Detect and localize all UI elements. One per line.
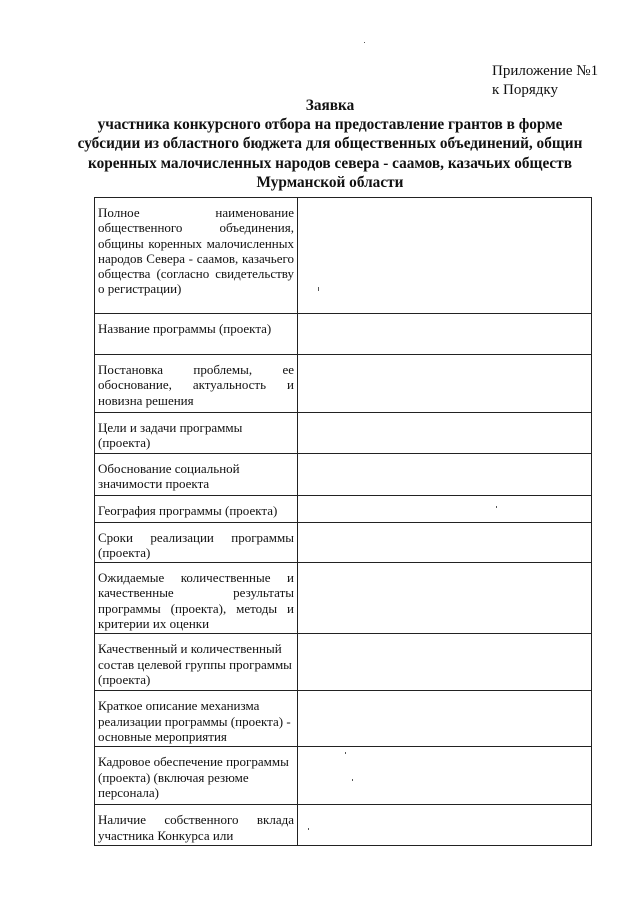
table-row	[95, 453, 592, 495]
appendix-number: Приложение №1	[492, 63, 599, 79]
row-value-timeframe[interactable]	[298, 522, 592, 563]
table-row	[95, 314, 592, 355]
row-value-staffing[interactable]	[298, 747, 592, 805]
row-value-expected-results[interactable]	[298, 563, 592, 634]
row-label-timeframe: Сроки реализации программы (проекта)	[95, 522, 298, 563]
row-value-full-name[interactable]	[298, 198, 592, 314]
row-value-geography[interactable]	[298, 495, 592, 522]
row-label-social-significance: Обоснование социальной значимости проекта	[95, 453, 298, 495]
row-value-problem[interactable]	[298, 355, 592, 413]
scan-speck	[352, 779, 353, 781]
row-value-mechanism[interactable]	[298, 691, 592, 747]
row-label-problem: Постановка проблемы, ее обоснование, актуальность и новизна решения	[95, 355, 298, 413]
row-label-expected-results: Ожидаемые количественные и качественные результаты программы (проекта), методы и критерии их оценки	[95, 563, 298, 634]
document-title	[40, 96, 620, 192]
table-row	[95, 522, 592, 563]
appendix-reference	[492, 62, 598, 100]
title-line-1: Заявка	[305, 97, 355, 114]
row-value-social-significance[interactable]	[298, 453, 592, 495]
table-row	[95, 413, 592, 454]
title-line-5: Мурманской области	[256, 173, 404, 191]
row-label-full-name: Полное наименование общественного объединения, общины коренных малочисленных народов Севера - саамов, казачьего общества (согласно свидетельству о регистрации)	[95, 198, 298, 314]
row-label-target-group: Качественный и количественный состав целевой группы программы (проекта)	[95, 634, 298, 691]
row-value-target-group[interactable]	[298, 634, 592, 691]
appendix-order-ref: к Порядку	[492, 82, 558, 98]
application-form-table	[94, 197, 592, 846]
table-row	[95, 355, 592, 413]
row-value-own-contribution[interactable]	[298, 805, 592, 846]
row-label-goals: Цели и задачи программы (проекта)	[95, 413, 298, 454]
title-line-2: участника конкурсного отбора на предоставление грантов в форме	[97, 116, 563, 134]
row-label-mechanism: Краткое описание механизма реализации программы (проекта) - основные мероприятия	[95, 691, 298, 747]
scan-speck	[318, 287, 319, 291]
title-line-4: коренных малочисленных народов севера - саамов, казачьих обществ	[88, 154, 572, 172]
row-label-geography: География программы (проекта)	[95, 495, 298, 522]
row-value-program-name[interactable]	[298, 314, 592, 355]
table-row	[95, 495, 592, 522]
table-row	[95, 563, 592, 634]
scan-speck	[364, 42, 365, 43]
row-label-own-contribution: Наличие собственного вклада участника Конкурса или	[95, 805, 298, 846]
table-row	[95, 634, 592, 691]
table-row	[95, 691, 592, 747]
scan-speck	[345, 752, 346, 754]
row-label-staffing: Кадровое обеспечение программы (проекта) (включая резюме персонала)	[95, 747, 298, 805]
row-value-goals[interactable]	[298, 413, 592, 454]
title-line-3: субсидии из областного бюджета для общественных объединений, общин	[77, 135, 583, 153]
scan-speck	[496, 506, 497, 508]
row-label-program-name: Название программы (проекта)	[95, 314, 298, 355]
table-row	[95, 805, 592, 846]
scan-speck	[308, 828, 309, 830]
table-row	[95, 198, 592, 314]
table-row	[95, 747, 592, 805]
